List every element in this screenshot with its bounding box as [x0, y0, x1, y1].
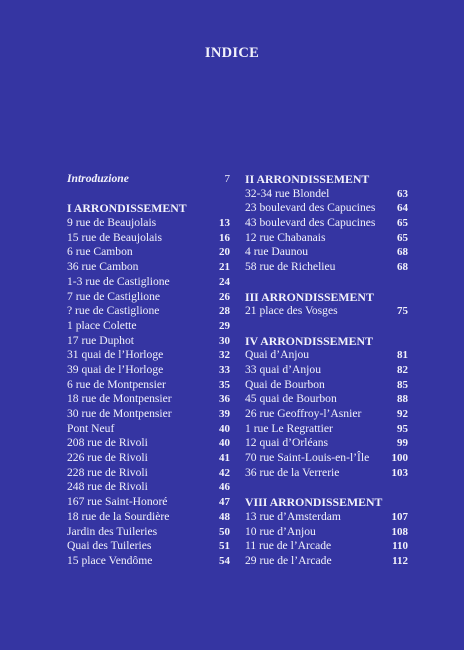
entry-label: Quai des Tuileries [67, 539, 152, 553]
index-entry [67, 510, 230, 525]
index-entry [245, 216, 408, 231]
entry-label: 23 boulevard des Capucines [245, 201, 376, 215]
entry-label: 31 quai de l’Horloge [67, 348, 164, 362]
page-number: 107 [391, 510, 408, 523]
entry-label: 13 rue d’Amsterdam [245, 509, 341, 523]
index-entry [67, 319, 230, 334]
index-entry [245, 510, 408, 525]
page-title: INDICE [204, 45, 260, 61]
index-entry [245, 231, 408, 246]
entry-label: 12 rue Chabanais [245, 230, 326, 244]
index-entry [245, 451, 408, 466]
entry-label: ? rue de Castiglione [67, 304, 160, 318]
entry-label: Quai d’Anjou [245, 348, 310, 362]
page-number: 40 [219, 437, 230, 450]
entry-label: 11 rue de l’Arcade [245, 539, 332, 553]
page-number: 65 [397, 231, 408, 244]
page-number: 35 [219, 378, 230, 391]
index-entry [67, 304, 230, 319]
entry-label: 1-3 rue de Castiglione [67, 274, 170, 288]
page-number: 24 [219, 275, 230, 288]
entry-label: 15 rue de Beaujolais [67, 230, 162, 244]
entry-label: 1 rue Le Regrattier [245, 421, 333, 435]
entry-label: 43 boulevard des Capucines [245, 216, 376, 230]
page-number: 13 [219, 217, 230, 230]
index-entry [245, 436, 408, 451]
page-number: 21 [219, 261, 230, 274]
index-entry [67, 275, 230, 290]
index-entry [67, 554, 230, 569]
page-number: 100 [391, 452, 408, 465]
index-entry [245, 201, 408, 216]
page-number: 42 [219, 466, 230, 479]
section-heading: II ARRONDISSEMENT [245, 172, 370, 186]
entry-label: 32-34 rue Blondel [245, 186, 330, 200]
entry-label: 7 rue de Castiglione [67, 289, 161, 303]
intro-entry [67, 172, 230, 187]
entry-label: 26 rue Geoffroy-l’Asnier [245, 407, 362, 420]
index-entry [245, 260, 408, 275]
index-entry [245, 187, 408, 202]
page-number: 81 [397, 349, 408, 362]
page-number: 112 [392, 554, 408, 567]
entry-label: 248 rue de Rivoli [67, 480, 148, 494]
page-number: 36 [219, 393, 230, 406]
entry-label: 12 quai d’Orléans [245, 436, 329, 450]
index-entry [67, 495, 230, 510]
page-number: 75 [397, 305, 408, 318]
section-heading: VIII ARRONDISSEMENT [245, 495, 383, 510]
index-entry [245, 466, 408, 481]
index-entry [67, 466, 230, 481]
section-heading: I ARRONDISSEMENT [67, 201, 187, 216]
index-entry [245, 363, 408, 378]
entry-label: 228 rue de Rivoli [67, 465, 148, 479]
page-number: 88 [397, 393, 408, 406]
entry-label: 9 rue de Beaujolais [67, 216, 157, 230]
entry-label: Jardin des Tuileries [67, 524, 158, 538]
index-entry [67, 480, 230, 495]
page-number: 48 [219, 510, 230, 523]
index-entry [245, 378, 408, 393]
index-entry [67, 334, 230, 349]
entry-label: Pont Neuf [67, 421, 115, 435]
page-number: 68 [397, 246, 408, 259]
page-number: 28 [219, 305, 230, 318]
index-column-left [67, 172, 230, 569]
entry-label: 45 quai de Bourbon [245, 392, 337, 406]
index-entry [245, 422, 408, 437]
entry-label: 21 place des Vosges [245, 304, 338, 318]
index-entry [67, 392, 230, 407]
spacer [67, 187, 230, 202]
entry-label: 33 quai d’Anjou [245, 362, 321, 376]
entry-label: Quai de Bourbon [245, 377, 325, 391]
index-entry [245, 304, 408, 319]
entry-label: 1 place Colette [67, 318, 137, 332]
index-entry [245, 245, 408, 260]
index-entry [67, 245, 230, 260]
page-number: 20 [219, 246, 230, 259]
page-number: 54 [219, 554, 230, 567]
page-number: 108 [391, 525, 408, 538]
entry-label: 18 rue de Montpensier [67, 392, 172, 406]
index-entry [67, 525, 230, 540]
entry-label: 6 rue de Montpensier [67, 377, 166, 391]
entry-label: 29 rue de l’Arcade [245, 553, 332, 567]
entry-label: 15 place Vendôme [67, 553, 153, 567]
entry-label: 17 rue Duphot [67, 333, 134, 347]
index-entry [67, 451, 230, 466]
page-number: 47 [219, 496, 230, 509]
index-entry [245, 539, 408, 554]
page-number: 63 [397, 187, 408, 200]
page-number: 39 [219, 408, 230, 420]
page-number: 68 [397, 261, 408, 274]
index-entry [245, 407, 408, 422]
spacer [245, 319, 408, 334]
index-column-right [245, 172, 408, 569]
page-number: 29 [219, 319, 230, 332]
page-number: 92 [397, 408, 408, 420]
entry-label: 10 rue d’Anjou [245, 524, 316, 538]
page-number: 64 [397, 202, 408, 215]
page-number: 85 [397, 378, 408, 391]
index-entry [245, 525, 408, 540]
entry-label: 167 rue Saint-Honoré [67, 495, 168, 509]
page-number: 32 [219, 349, 230, 362]
entry-label: 70 rue Saint-Louis-en-l’Île [245, 451, 370, 465]
page-number: 16 [219, 231, 230, 244]
entry-label: 58 rue de Richelieu [245, 260, 336, 274]
page-number: 51 [219, 540, 230, 553]
section-heading: III ARRONDISSEMENT [245, 289, 374, 304]
index-entry [67, 363, 230, 378]
index-entry [245, 348, 408, 363]
entry-label: 226 rue de Rivoli [67, 451, 148, 465]
entry-label: 18 rue de la Sourdière [67, 509, 170, 523]
page-number: 82 [397, 363, 408, 376]
page-number: 33 [219, 363, 230, 376]
index-entry [67, 539, 230, 554]
entry-label: 208 rue de Rivoli [67, 436, 148, 450]
page-number: 7 [224, 173, 230, 185]
page-number: 30 [219, 334, 230, 347]
index-entry [67, 216, 230, 231]
page-number: 41 [219, 452, 230, 465]
entry-label: 39 quai de l’Horloge [67, 362, 164, 376]
index-entry [67, 407, 230, 422]
index-entry [245, 392, 408, 407]
page-number: 46 [219, 481, 230, 494]
page-number: 40 [219, 422, 230, 435]
entry-label: 30 rue de Montpensier [67, 407, 172, 420]
page-number: 95 [397, 422, 408, 435]
index-entry [67, 231, 230, 246]
index-entry [67, 436, 230, 451]
section-heading: IV ARRONDISSEMENT [245, 333, 373, 348]
page-number: 110 [392, 540, 408, 553]
page-number: 50 [219, 525, 230, 538]
index-entry [67, 422, 230, 437]
entry-label: Introduzione [67, 172, 129, 185]
index-entry [67, 378, 230, 393]
entry-label: 36 rue Cambon [67, 260, 139, 274]
page-number: 103 [391, 466, 408, 479]
entry-label: 36 rue de la Verrerie [245, 465, 340, 479]
page-number: 99 [397, 437, 408, 450]
index-entry [67, 290, 230, 305]
page-number: 65 [397, 217, 408, 230]
page-number: 26 [219, 290, 230, 303]
entry-label: 6 rue Cambon [67, 245, 133, 259]
index-entry [67, 348, 230, 363]
index-entry [245, 554, 408, 569]
spacer [245, 480, 408, 495]
spacer [245, 275, 408, 290]
index-entry [67, 260, 230, 275]
entry-label: 4 rue Daunou [245, 245, 309, 259]
